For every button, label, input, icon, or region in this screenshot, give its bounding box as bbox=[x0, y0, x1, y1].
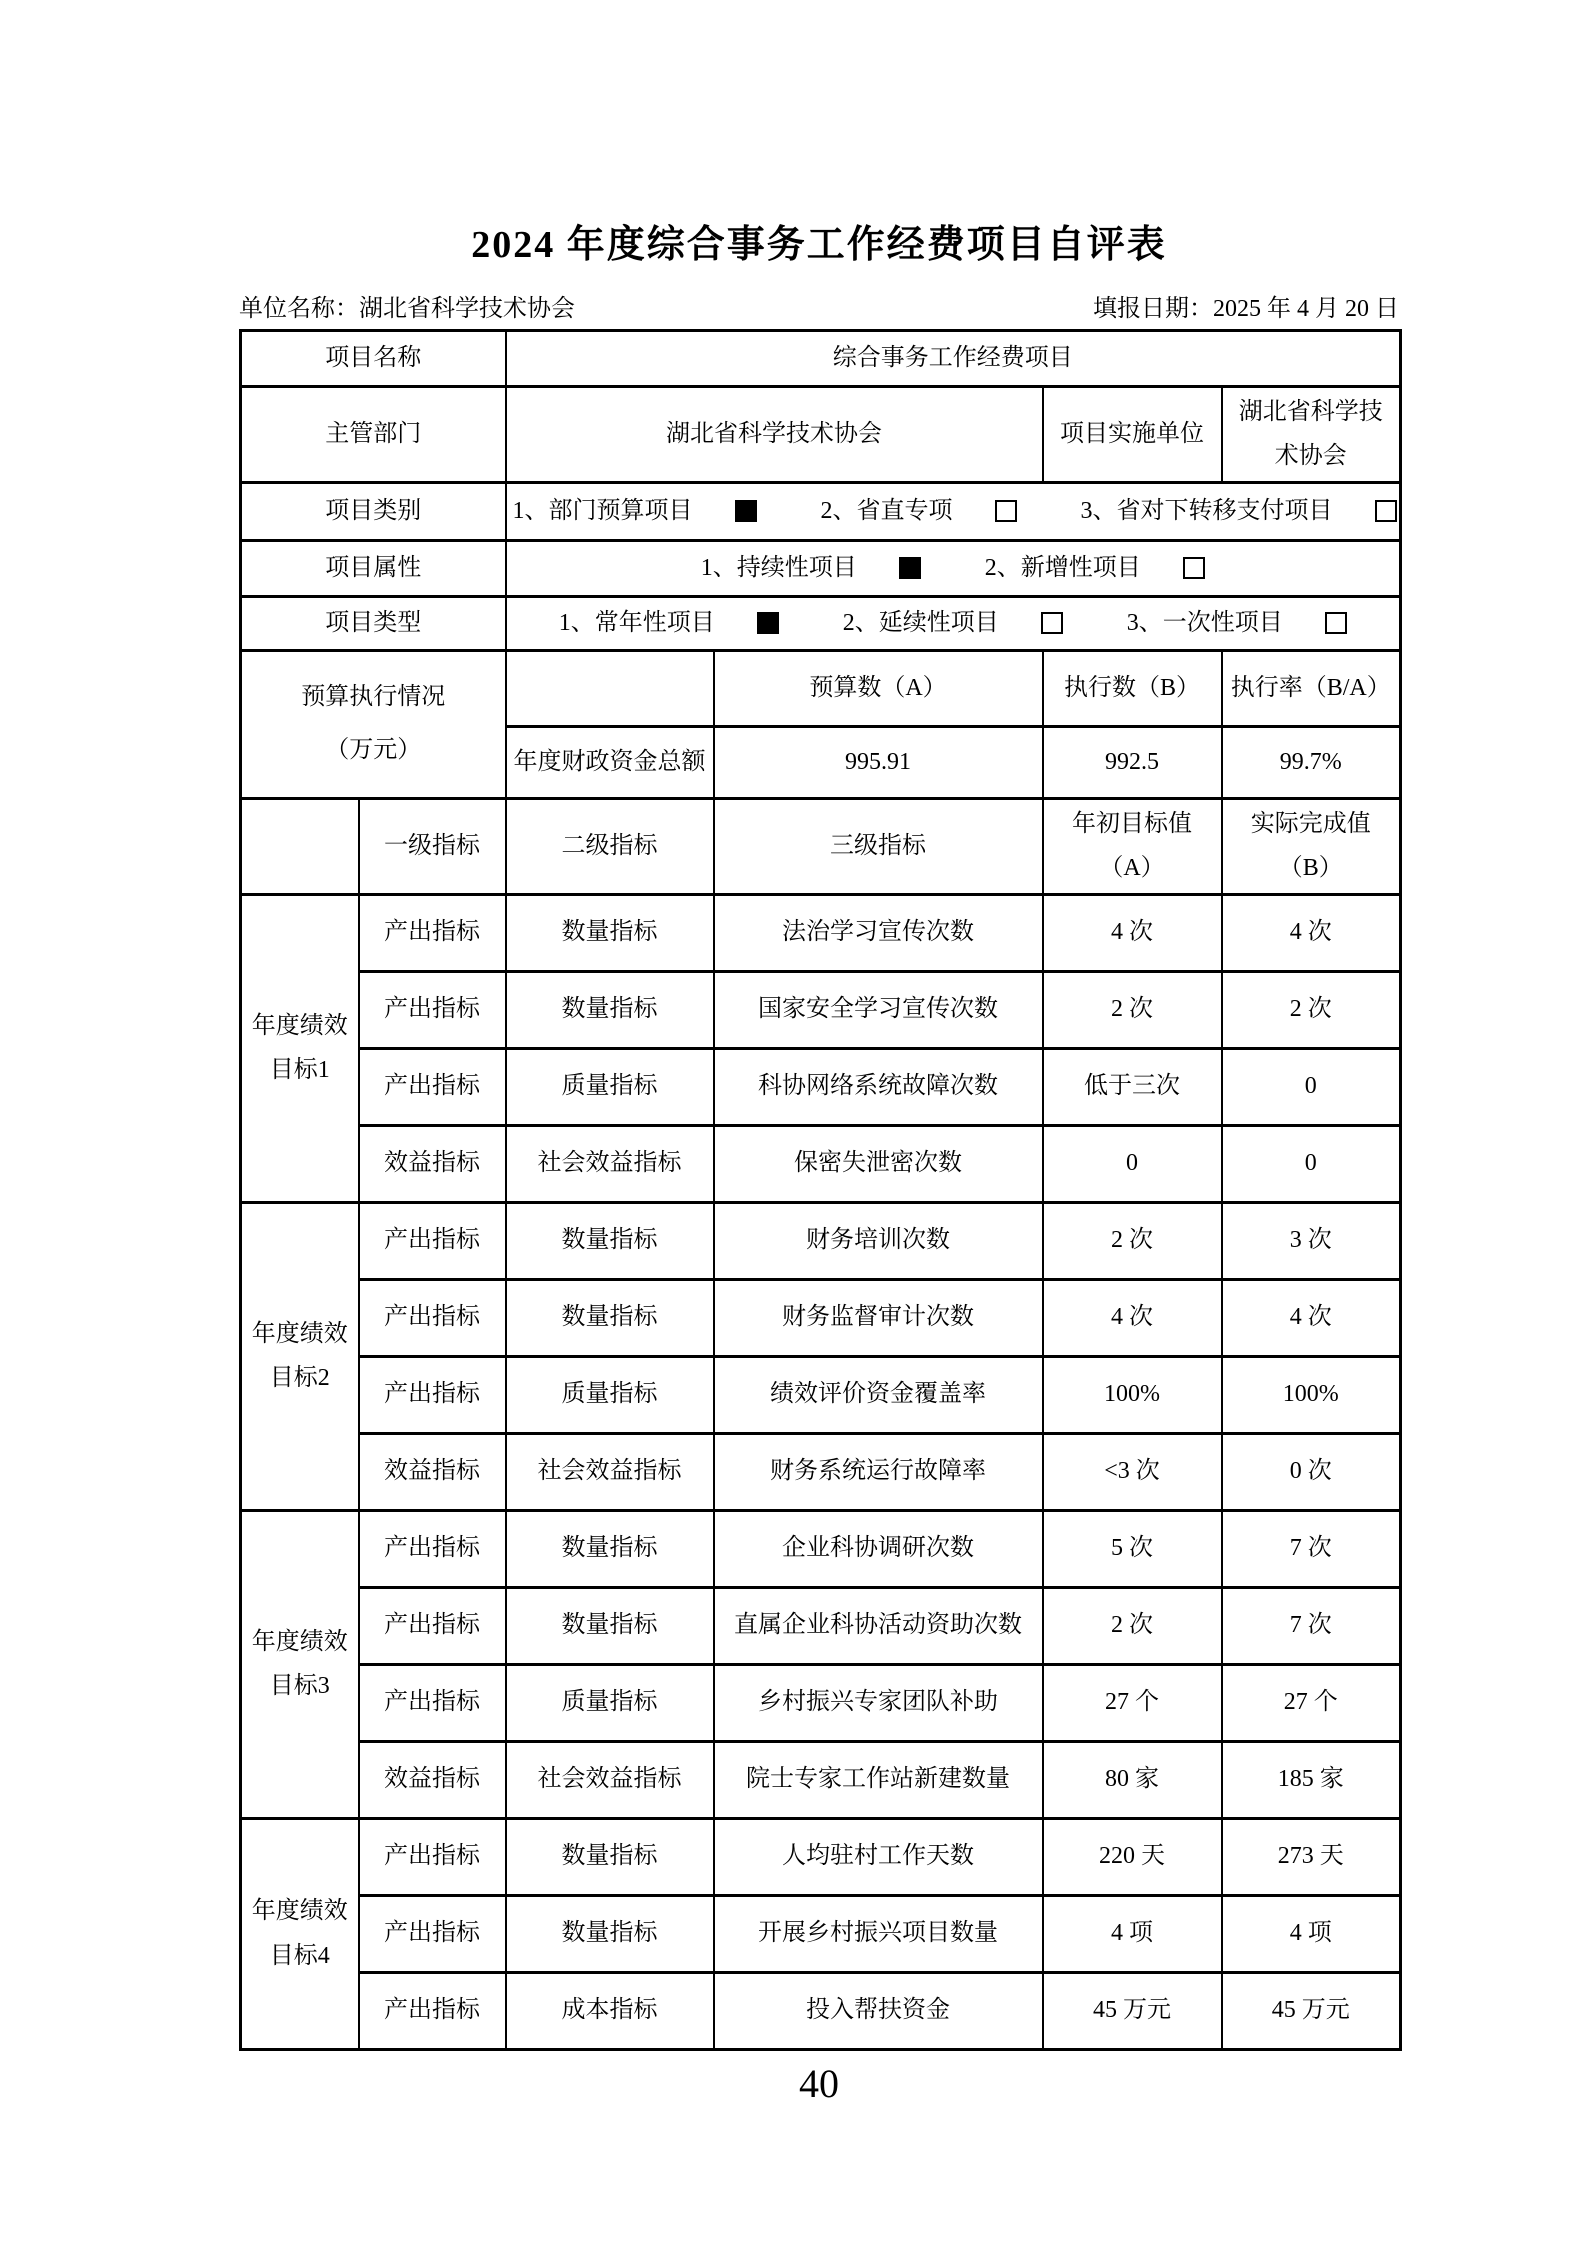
indicator-row bbox=[241, 1972, 1401, 2049]
indicator-cell-level1: 产出指标 bbox=[359, 1587, 506, 1664]
indicator-row bbox=[241, 1279, 1401, 1356]
checkbox-unchecked-icon bbox=[1041, 612, 1063, 634]
budget-header-row bbox=[241, 650, 1401, 726]
indicator-cell-level2: 数量指标 bbox=[506, 1587, 714, 1664]
budget-col-ba-header: 执行率（B/A） bbox=[1222, 650, 1401, 726]
indicator-cell-level3: 人均驻村工作天数 bbox=[714, 1818, 1043, 1895]
indicator-cell-level2: 社会效益指标 bbox=[506, 1741, 714, 1818]
budget-value-a: 995.91 bbox=[714, 726, 1043, 798]
goal-name-cell: 年度绩效目标3 bbox=[241, 1510, 359, 1818]
indicator-cell-level2: 质量指标 bbox=[506, 1048, 714, 1125]
indicator-cell-level1: 产出指标 bbox=[359, 1279, 506, 1356]
indicator-cell-actual: 45 万元 bbox=[1222, 1972, 1401, 2049]
indicator-header-actual: 实际完成值（B） bbox=[1222, 798, 1401, 894]
indicator-cell-level1: 产出指标 bbox=[359, 1818, 506, 1895]
indicator-cell-level3: 财务监督审计次数 bbox=[714, 1279, 1043, 1356]
project-option bbox=[1081, 489, 1397, 533]
budget-section-label bbox=[241, 650, 506, 798]
indicator-cell-level3: 科协网络系统故障次数 bbox=[714, 1048, 1043, 1125]
indicator-cell-actual: 0 bbox=[1222, 1125, 1401, 1202]
budget-col-b-header: 执行数（B） bbox=[1043, 650, 1222, 726]
option-label: 2、新增性项目 bbox=[984, 555, 1141, 582]
indicator-cell-actual: 185 家 bbox=[1222, 1741, 1401, 1818]
goal-rows-body bbox=[241, 894, 1401, 2049]
indicator-cell-level1: 效益指标 bbox=[359, 1125, 506, 1202]
checkbox-unchecked-icon bbox=[1325, 612, 1347, 634]
indicator-cell-level1: 产出指标 bbox=[359, 1972, 506, 2049]
indicator-row bbox=[241, 894, 1401, 971]
checkbox-unchecked-icon bbox=[1375, 500, 1397, 522]
indicator-cell-level2: 数量指标 bbox=[506, 1279, 714, 1356]
indicator-cell-level2: 数量指标 bbox=[506, 1202, 714, 1279]
indicator-cell-actual: 0 bbox=[1222, 1048, 1401, 1125]
option-label: 1、常年性项目 bbox=[558, 610, 715, 637]
project-name-row bbox=[241, 331, 1401, 387]
project-option bbox=[821, 489, 1017, 533]
indicator-row bbox=[241, 1356, 1401, 1433]
page-title: 2024 年度综合事务工作经费项目自评表 bbox=[471, 224, 1167, 266]
project-attribute-options bbox=[506, 540, 1401, 596]
project-option bbox=[513, 489, 757, 533]
indicator-row bbox=[241, 1587, 1401, 1664]
indicator-header-level2: 二级指标 bbox=[506, 798, 714, 894]
indicator-cell-level1: 产出指标 bbox=[359, 1202, 506, 1279]
indicator-cell-target: 低于三次 bbox=[1043, 1048, 1222, 1125]
option-label: 1、部门预算项目 bbox=[512, 498, 693, 525]
indicator-cell-target: 4 次 bbox=[1043, 1279, 1222, 1356]
impl-unit-value: 湖北省科学技术协会 bbox=[1222, 387, 1401, 483]
option-label: 3、省对下转移支付项目 bbox=[1080, 498, 1333, 525]
indicator-cell-level2: 数量指标 bbox=[506, 1818, 714, 1895]
indicator-cell-level1: 产出指标 bbox=[359, 1895, 506, 1972]
goal-name-cell: 年度绩效目标2 bbox=[241, 1202, 359, 1510]
self-evaluation-table bbox=[239, 329, 1402, 2051]
page-number: 40 bbox=[799, 2061, 839, 2106]
indicator-cell-target: 220 天 bbox=[1043, 1818, 1222, 1895]
indicator-cell-level3: 绩效评价资金覆盖率 bbox=[714, 1356, 1043, 1433]
indicator-header-row bbox=[241, 798, 1401, 894]
indicator-header-level1: 一级指标 bbox=[359, 798, 506, 894]
indicator-cell-target: 4 次 bbox=[1043, 894, 1222, 971]
indicator-cell-level1: 产出指标 bbox=[359, 1356, 506, 1433]
indicator-cell-target: 27 个 bbox=[1043, 1664, 1222, 1741]
budget-row-label: 年度财政资金总额 bbox=[506, 726, 714, 798]
checkbox-unchecked-icon bbox=[1183, 557, 1205, 579]
project-category-options bbox=[506, 482, 1401, 540]
indicator-header-target: 年初目标值（A） bbox=[1043, 798, 1222, 894]
project-category-row bbox=[241, 482, 1401, 540]
project-option bbox=[701, 546, 921, 590]
option-label: 2、省直专项 bbox=[820, 498, 953, 525]
indicator-row bbox=[241, 971, 1401, 1048]
indicator-cell-target: 2 次 bbox=[1043, 971, 1222, 1048]
indicator-cell-actual: 2 次 bbox=[1222, 971, 1401, 1048]
indicator-cell-actual: 0 次 bbox=[1222, 1433, 1401, 1510]
indicator-cell-level3: 财务培训次数 bbox=[714, 1202, 1043, 1279]
indicator-cell-level3: 企业科协调研次数 bbox=[714, 1510, 1043, 1587]
indicator-cell-level3: 国家安全学习宣传次数 bbox=[714, 971, 1043, 1048]
project-type-options bbox=[506, 596, 1401, 650]
indicator-cell-actual: 273 天 bbox=[1222, 1818, 1401, 1895]
budget-label-line2: （万元） bbox=[325, 737, 422, 764]
impl-unit-label: 项目实施单位 bbox=[1043, 387, 1222, 483]
indicator-cell-target: 80 家 bbox=[1043, 1741, 1222, 1818]
budget-value-ba: 99.7% bbox=[1222, 726, 1401, 798]
authority-label: 主管部门 bbox=[241, 387, 506, 483]
indicator-cell-actual: 7 次 bbox=[1222, 1587, 1401, 1664]
project-attribute-row bbox=[241, 540, 1401, 596]
budget-blank-cell bbox=[506, 650, 714, 726]
option-label: 1、持续性项目 bbox=[700, 555, 857, 582]
indicator-cell-level1: 产出指标 bbox=[359, 1664, 506, 1741]
indicator-cell-actual: 3 次 bbox=[1222, 1202, 1401, 1279]
indicator-cell-target: 0 bbox=[1043, 1125, 1222, 1202]
indicator-cell-target: 45 万元 bbox=[1043, 1972, 1222, 2049]
indicator-cell-level3: 开展乡村振兴项目数量 bbox=[714, 1895, 1043, 1972]
indicator-row bbox=[241, 1202, 1401, 1279]
budget-col-a-header: 预算数（A） bbox=[714, 650, 1043, 726]
option-label: 3、一次性项目 bbox=[1126, 610, 1283, 637]
indicator-cell-level3: 保密失泄密次数 bbox=[714, 1125, 1043, 1202]
indicator-row bbox=[241, 1125, 1401, 1202]
project-attribute-label: 项目属性 bbox=[241, 540, 506, 596]
indicator-row bbox=[241, 1048, 1401, 1125]
project-category-label: 项目类别 bbox=[241, 482, 506, 540]
project-type-row bbox=[241, 596, 1401, 650]
indicator-cell-level3: 直属企业科协活动资助次数 bbox=[714, 1587, 1043, 1664]
project-option bbox=[843, 601, 1063, 645]
indicator-cell-actual: 7 次 bbox=[1222, 1510, 1401, 1587]
checkbox-unchecked-icon bbox=[995, 500, 1017, 522]
indicator-cell-target: 2 次 bbox=[1043, 1202, 1222, 1279]
indicator-cell-level2: 质量指标 bbox=[506, 1664, 714, 1741]
goal-name-cell: 年度绩效目标4 bbox=[241, 1818, 359, 2049]
indicator-cell-level2: 质量指标 bbox=[506, 1356, 714, 1433]
indicator-cell-level3: 乡村振兴专家团队补助 bbox=[714, 1664, 1043, 1741]
indicator-cell-target: <3 次 bbox=[1043, 1433, 1222, 1510]
project-option bbox=[1127, 601, 1347, 645]
indicator-header-level3: 三级指标 bbox=[714, 798, 1043, 894]
budget-label-line1: 预算执行情况 bbox=[301, 684, 446, 711]
option-label: 2、延续性项目 bbox=[842, 610, 999, 637]
indicator-cell-level2: 数量指标 bbox=[506, 971, 714, 1048]
checkbox-checked-icon bbox=[757, 612, 779, 634]
indicator-cell-level3: 财务系统运行故障率 bbox=[714, 1433, 1043, 1510]
meta-row bbox=[239, 288, 1399, 323]
indicator-cell-target: 100% bbox=[1043, 1356, 1222, 1433]
indicator-cell-target: 2 次 bbox=[1043, 1587, 1222, 1664]
indicator-cell-level2: 数量指标 bbox=[506, 894, 714, 971]
indicator-cell-level1: 产出指标 bbox=[359, 1510, 506, 1587]
budget-value-b: 992.5 bbox=[1043, 726, 1222, 798]
checkbox-checked-icon bbox=[735, 500, 757, 522]
indicator-cell-actual: 4 次 bbox=[1222, 894, 1401, 971]
indicator-cell-actual: 4 项 bbox=[1222, 1895, 1401, 1972]
indicator-cell-target: 4 项 bbox=[1043, 1895, 1222, 1972]
indicator-cell-level2: 数量指标 bbox=[506, 1510, 714, 1587]
indicator-cell-level1: 产出指标 bbox=[359, 894, 506, 971]
goal-name-cell: 年度绩效目标1 bbox=[241, 894, 359, 1202]
indicator-cell-level2: 成本指标 bbox=[506, 1972, 714, 2049]
project-option bbox=[559, 601, 779, 645]
checkbox-checked-icon bbox=[899, 557, 921, 579]
indicator-cell-actual: 4 次 bbox=[1222, 1279, 1401, 1356]
project-name-label: 项目名称 bbox=[241, 331, 506, 387]
indicator-cell-level2: 社会效益指标 bbox=[506, 1125, 714, 1202]
project-type-label: 项目类型 bbox=[241, 596, 506, 650]
indicator-cell-level3: 院士专家工作站新建数量 bbox=[714, 1741, 1043, 1818]
indicator-cell-level1: 效益指标 bbox=[359, 1433, 506, 1510]
indicator-row bbox=[241, 1895, 1401, 1972]
indicator-cell-level1: 产出指标 bbox=[359, 1048, 506, 1125]
indicator-row bbox=[241, 1510, 1401, 1587]
indicator-cell-level2: 数量指标 bbox=[506, 1895, 714, 1972]
indicator-row bbox=[241, 1433, 1401, 1510]
indicator-cell-level2: 社会效益指标 bbox=[506, 1433, 714, 1510]
indicator-row bbox=[241, 1818, 1401, 1895]
project-option bbox=[985, 546, 1205, 590]
indicator-header-blank bbox=[241, 798, 359, 894]
project-name-value: 综合事务工作经费项目 bbox=[506, 331, 1401, 387]
unit-name: 单位名称：湖北省科学技术协会 bbox=[239, 296, 575, 322]
indicator-cell-level3: 投入帮扶资金 bbox=[714, 1972, 1043, 2049]
indicator-cell-target: 5 次 bbox=[1043, 1510, 1222, 1587]
indicator-cell-actual: 27 个 bbox=[1222, 1664, 1401, 1741]
indicator-row bbox=[241, 1664, 1401, 1741]
indicator-cell-level1: 产出指标 bbox=[359, 971, 506, 1048]
authority-value: 湖北省科学技术协会 bbox=[506, 387, 1043, 483]
report-date: 填报日期：2025 年 4 月 20 日 bbox=[1093, 296, 1399, 322]
indicator-row bbox=[241, 1741, 1401, 1818]
indicator-cell-level1: 效益指标 bbox=[359, 1741, 506, 1818]
authority-row bbox=[241, 387, 1401, 483]
indicator-cell-actual: 100% bbox=[1222, 1356, 1401, 1433]
indicator-cell-level3: 法治学习宣传次数 bbox=[714, 894, 1043, 971]
